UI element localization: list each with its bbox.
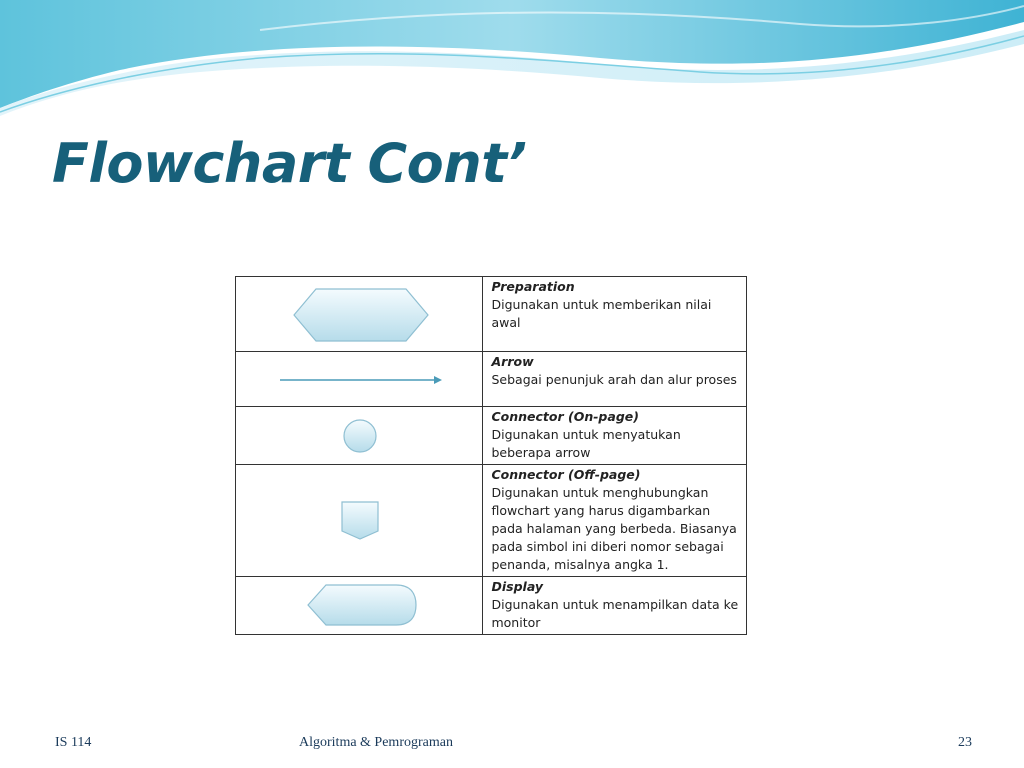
slide-title: Flowchart Cont’ bbox=[52, 132, 527, 195]
display-icon bbox=[236, 577, 492, 632]
flowchart-symbol-table bbox=[235, 276, 747, 635]
table-row bbox=[236, 352, 747, 407]
symbol-description: Digunakan untuk memberikan nilai awal bbox=[491, 297, 712, 330]
table-row bbox=[236, 577, 747, 635]
table-row bbox=[236, 407, 747, 465]
symbol-name: Connector (Off-page) bbox=[491, 467, 641, 482]
symbol-description: Digunakan untuk menghubungkan flowchart yang harus digambarkan pada halaman yang berbeda. Biasanya pada simbol ini diberi nomor sebagai penanda, misalnya angka 1. bbox=[491, 485, 737, 572]
header-wave-decoration bbox=[0, 0, 1024, 120]
arrow-icon bbox=[236, 352, 492, 407]
symbol-name: Preparation bbox=[491, 279, 575, 294]
on-page-connector-icon bbox=[236, 407, 492, 462]
table-row bbox=[236, 465, 747, 577]
preparation-hexagon-icon bbox=[236, 277, 492, 352]
table-row bbox=[236, 277, 747, 352]
symbol-table-image bbox=[232, 273, 750, 633]
symbol-description: Digunakan untuk menampilkan data ke monitor bbox=[491, 597, 739, 630]
footer-course-code: IS 114 bbox=[55, 735, 92, 750]
symbol-name: Arrow bbox=[491, 354, 534, 369]
symbol-description: Digunakan untuk menyatukan beberapa arrow bbox=[491, 427, 681, 460]
footer-course-name: Algoritma & Pemrograman bbox=[299, 735, 453, 750]
symbol-name: Display bbox=[491, 579, 544, 594]
footer-page-number: 23 bbox=[958, 735, 972, 750]
symbol-name: Connector (On-page) bbox=[491, 409, 639, 424]
symbol-description: Sebagai penunjuk arah dan alur proses bbox=[491, 372, 737, 387]
off-page-connector-icon bbox=[236, 465, 492, 576]
